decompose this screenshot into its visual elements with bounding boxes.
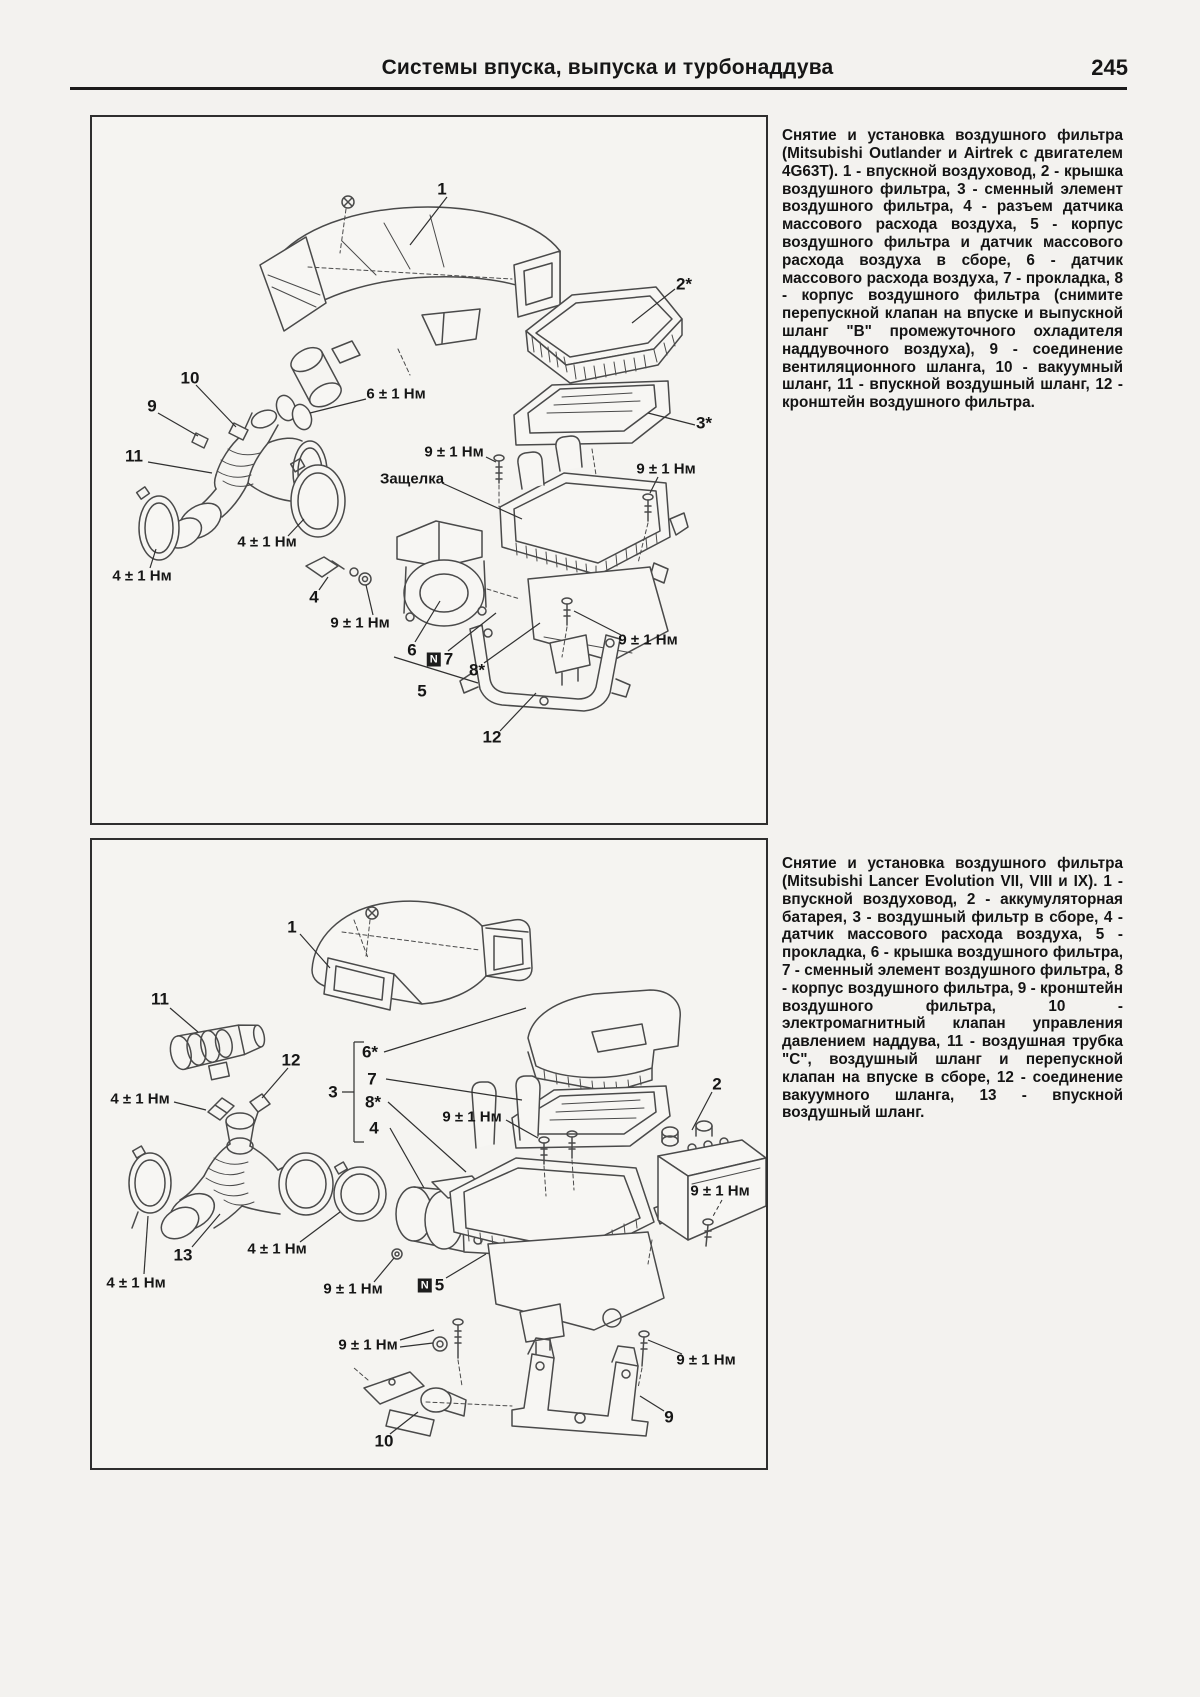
torque-callout: 4 ± 1 Нм <box>106 1274 166 1292</box>
diagram-callout: 3 <box>328 1082 338 1102</box>
figure-lancer-box <box>90 838 768 1470</box>
diagram-callout: 6 <box>407 640 417 660</box>
diagram-callout: 12 <box>482 727 502 747</box>
sealant-callout: N 7 <box>427 651 453 668</box>
diagram-callout: 4 <box>369 1118 379 1138</box>
header-rule <box>70 87 1127 90</box>
torque-callout: 4 ± 1 Нм <box>110 1090 170 1108</box>
diagram-callout: 2* <box>675 274 693 294</box>
torque-callout: 4 ± 1 Нм <box>247 1240 307 1258</box>
diagram-callout: 1 <box>287 917 297 937</box>
diagram-callout: 8* <box>468 660 486 680</box>
diagram-callout: 13 <box>173 1245 193 1265</box>
figure2-caption: Снятие и установка воздушного фильтра (Mitsubishi Lancer Evolution VII, VIII и IX). 1 - впускной воздуховод, 2 - аккумуляторная батарея, 3 - воздушный фильтр в сборе, 4 - датчик массового расхода воздуха, 5 - прокладка, 6 - крышка воздушного фильтра, 7 - сменный элемент воздушного фильтра, 8 - корпус воздушного фильтра, 9 - кронштейн воздушного фильтра, 10 - электромагнитный клапан управления давлением наддува, 11 - воздушная трубка "С", воздушный шланг и перепускной клапан на впуске в сборе, 12 - соединение вакуумного шланга, 13 - впускной воздушный шланг. <box>782 855 1123 1122</box>
torque-callout: 9 ± 1 Нм <box>323 1280 383 1298</box>
diagram-callout: 9 <box>664 1407 674 1427</box>
figure2-label-layer <box>92 840 766 1468</box>
diagram-callout: 5 <box>417 681 427 701</box>
torque-callout: 6 ± 1 Нм <box>366 385 426 403</box>
diagram-callout: 10 <box>180 368 200 388</box>
diagram-callout: 8* <box>364 1092 382 1112</box>
torque-callout: 9 ± 1 Нм <box>618 631 678 649</box>
torque-callout: 9 ± 1 Нм <box>330 614 390 632</box>
diagram-callout: 6* <box>361 1042 379 1062</box>
page-number: 245 <box>1091 55 1128 80</box>
diagram-callout: 11 <box>151 989 169 1009</box>
diagram-callout: 10 <box>374 1431 394 1451</box>
diagram-callout: 1 <box>437 179 447 199</box>
figure1-caption: Снятие и установка воздушного фильтра (Mitsubishi Outlander и Airtrek с двигателем 4G63T). 1 - впускной воздуховод, 2 - крышка воздушного фильтра, 3 - сменный элемент воздушного фильтра, 4 - разъем датчика массового расхода воздуха, 5 - корпус воздушного фильтра и датчик массового расхода воздуха в сборе, 6 - датчик массового расхода воздуха, 7 - прокладка, 8 - корпус воздушного фильтра (снимите перепускной клапан на впуске и выпускной шланг "В" промежуточного охладителя наддувочного воздуха), 9 - соединение вентиляционного шланга, 10 - вакуумный шланг, 11 - впускной воздушный шланг, 12 - кронштейн воздушного фильтра. <box>782 127 1123 412</box>
diagram-callout: 3* <box>695 413 713 433</box>
diagram-callout: 12 <box>281 1050 301 1070</box>
diagram-callout: 4 <box>309 587 319 607</box>
torque-callout: 9 ± 1 Нм <box>636 460 696 478</box>
torque-callout: 4 ± 1 Нм <box>237 533 297 551</box>
figure-outlander-box <box>90 115 768 825</box>
torque-callout: 9 ± 1 Нм <box>424 443 484 461</box>
figure1-label-layer <box>92 117 766 823</box>
diagram-callout: 7 <box>367 1069 377 1089</box>
page-title: Системы впуска, выпуска и турбонаддува <box>381 56 834 79</box>
torque-callout: 4 ± 1 Нм <box>112 567 172 585</box>
diagram-callout: 2 <box>712 1074 722 1094</box>
sealant-callout: N 5 <box>418 1277 444 1294</box>
sealant-icon: N <box>427 652 441 666</box>
diagram-callout: 9 <box>147 396 157 416</box>
torque-callout: 9 ± 1 Нм <box>676 1351 736 1369</box>
sealant-icon: N <box>418 1278 432 1292</box>
diagram-callout: 11 <box>125 446 143 466</box>
diagram-callout: Защелка <box>379 470 445 488</box>
torque-callout: 9 ± 1 Нм <box>442 1108 502 1126</box>
torque-callout: 9 ± 1 Нм <box>690 1182 750 1200</box>
torque-callout: 9 ± 1 Нм <box>338 1336 398 1354</box>
